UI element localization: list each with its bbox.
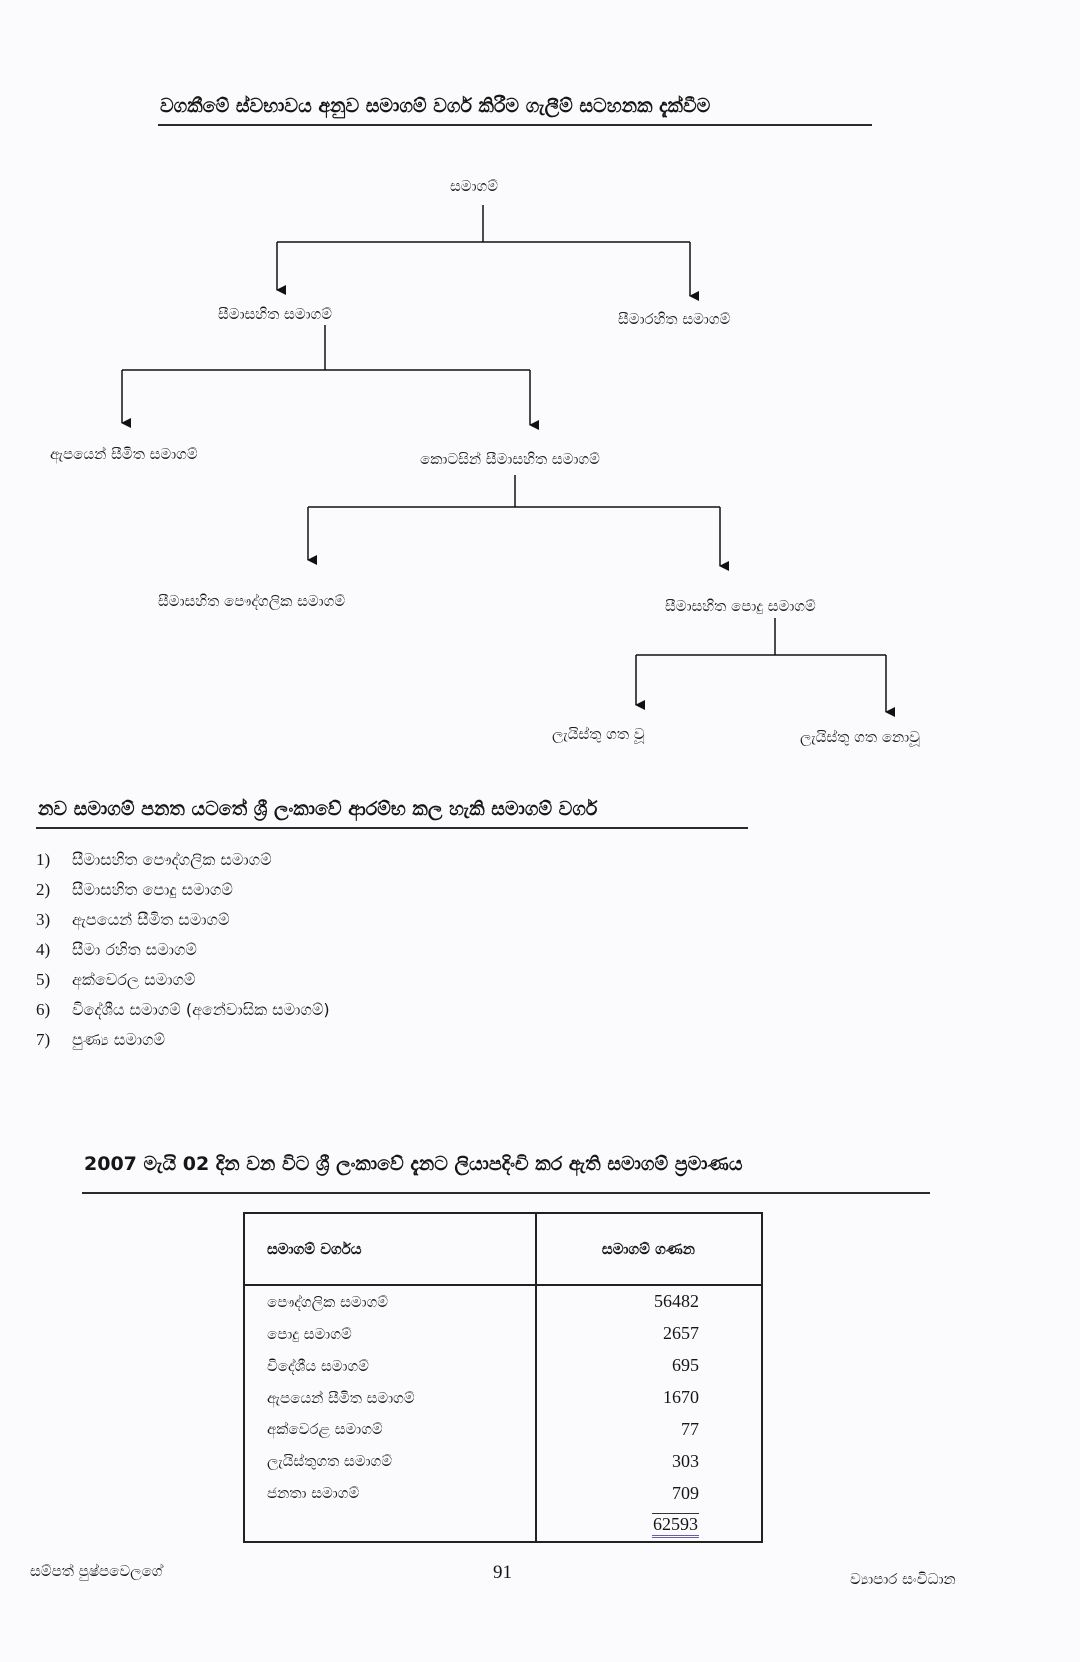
table-total-row bbox=[244, 1509, 762, 1542]
total-label-cell bbox=[244, 1509, 536, 1542]
list-item: 2) සීමාසහිත පොදු සමාගම් bbox=[36, 880, 233, 899]
list-item: 3) ඇපයෙන් සීමිත සමාගම් bbox=[36, 910, 230, 929]
total-value: 62593 bbox=[652, 1513, 699, 1538]
company-type-cell: අක්වෙරළ සමාගම් bbox=[267, 1420, 383, 1439]
company-type-cell: ඇපයෙන් සීමිත සමාගම් bbox=[267, 1388, 415, 1407]
list-item: 1) සීමාසහිත පෞද්ගලික සමාගම් bbox=[36, 850, 272, 869]
node-limited-by-shares: කොටසින් සීමාසහිත සමාගම් bbox=[420, 450, 600, 468]
node-companies: සමාගම් bbox=[450, 177, 499, 195]
company-type-cell: ලැයිස්තුගත සමාගම් bbox=[267, 1452, 393, 1471]
list-item: 7) පුණ්‍ය සමාගම් bbox=[36, 1030, 166, 1049]
table-row bbox=[244, 1318, 762, 1350]
page-number: 91 bbox=[493, 1562, 512, 1583]
footer-author: සම්පත් පුෂ්පවෙලගේ bbox=[30, 1562, 163, 1580]
node-private-limited: සීමාසහිත පෞද්ගලික සමාගම් bbox=[158, 592, 346, 610]
table-row bbox=[244, 1477, 762, 1509]
column-header-company-type: සමාගම් වර්ගය bbox=[244, 1213, 536, 1285]
company-type-cell: විදේශීය සමාගම් bbox=[267, 1356, 369, 1375]
footer-subject: ව්‍යාපාර සංවිධාන bbox=[850, 1570, 956, 1588]
registered-companies-table bbox=[243, 1212, 763, 1543]
list-heading: නව සමාගම් පනත යටතේ ශ්‍රී ලංකාවේ ආරම්භ කල හැකි සමාගම් වර්ග bbox=[38, 798, 598, 820]
company-count-cell: 1670 bbox=[536, 1382, 762, 1414]
column-header-company-count: සමාගම් ගණන bbox=[536, 1213, 762, 1285]
node-public-limited: සීමාසහිත පොදු සමාගම් bbox=[665, 597, 816, 615]
company-count-cell: 2657 bbox=[536, 1318, 762, 1350]
company-count-cell: 709 bbox=[536, 1477, 762, 1509]
list-item: 6) විදේශීය සමාගම් (අනේවාසික සමාගම්) bbox=[36, 1000, 330, 1019]
node-limited-companies: සීමාසහිත සමාගම් bbox=[218, 305, 333, 323]
table-row bbox=[244, 1382, 762, 1414]
company-count-cell: 303 bbox=[536, 1445, 762, 1477]
company-types-list bbox=[36, 850, 330, 1060]
table-header-row bbox=[244, 1213, 762, 1285]
node-limited-by-guarantee: ඇපයෙන් සීමිත සමාගම් bbox=[50, 445, 198, 463]
table-heading: 2007 මැයි 02 දින වන විට ශ්‍රී ලංකාවේ දැනට ලියාපදිංචි කර ඇති සමාගම් ප්‍රමාණය bbox=[84, 1153, 743, 1175]
total-count-cell bbox=[536, 1509, 762, 1542]
chart-heading: වගකීමේ ස්වභාවය අනුව සමාගම් වර්ග කිරීම ගැලීම් සටහනක දැක්වීම bbox=[160, 95, 711, 117]
table-row bbox=[244, 1413, 762, 1445]
table-row bbox=[244, 1350, 762, 1382]
table-heading-underline bbox=[82, 1192, 930, 1194]
company-count-cell: 77 bbox=[536, 1413, 762, 1445]
company-count-cell: 695 bbox=[536, 1350, 762, 1382]
company-type-cell: පොදු සමාගම් bbox=[267, 1324, 352, 1343]
node-listed: ලැයිස්තු ගත වූ bbox=[552, 725, 645, 743]
table-row bbox=[244, 1445, 762, 1477]
list-item: 5) අක්වෙරල සමාගම් bbox=[36, 970, 196, 989]
company-type-cell: ජනතා සමාගම් bbox=[267, 1484, 360, 1503]
company-type-cell: පෞද්ගලික සමාගම් bbox=[267, 1292, 389, 1311]
table-row bbox=[244, 1285, 762, 1318]
list-item: 4) සීමා රහිත සමාගම් bbox=[36, 940, 197, 959]
list-heading-underline bbox=[36, 827, 748, 829]
flowchart-connectors bbox=[0, 0, 1080, 760]
node-unlisted: ලැයිස්තු ගත නොවූ bbox=[800, 728, 920, 746]
node-unlimited-companies: සීමාරහිත සමාගම් bbox=[618, 310, 731, 328]
company-count-cell: 56482 bbox=[536, 1285, 762, 1318]
